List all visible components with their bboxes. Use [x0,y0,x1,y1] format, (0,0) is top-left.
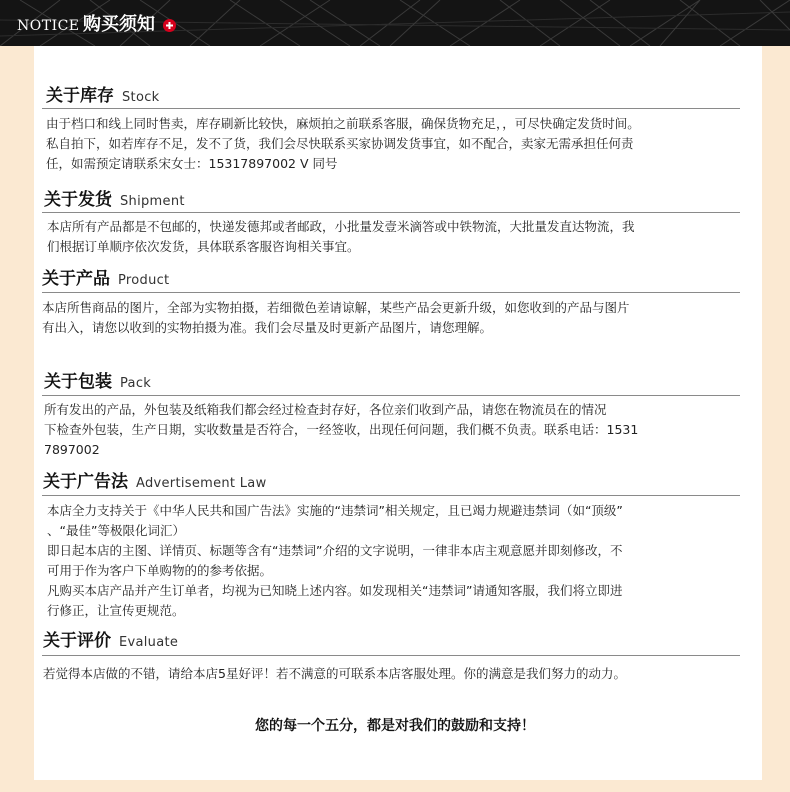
section-subtitle: Stock [122,90,160,105]
text-line: 若觉得本店做的不错，请给本店5星好评！若不满意的可联系本店客服处理。你的满意是我们努力的动力。 [43,666,626,681]
section-subtitle: Evaluate [119,635,179,650]
section-subtitle: Product [118,273,170,288]
text-line: 由于档口和线上同时售卖，库存刷新比较快，麻烦拍之前联系客服，确保货物充足，，可尽快确定发货时间。 [46,116,640,131]
text-line: 任，如需预定请联系宋女士：15317897002 V 同号 [46,156,338,171]
text-line: 即日起本店的主图、详情页、标题等含有“违禁词”介绍的文字说明，一律非本店主观意愿并即刻修改，不 [47,543,623,558]
text-line: 本店全力支持关于《中华人民共和国广告法》实施的“违禁词”相关规定，且已竭力规避违禁词（如“顶级” [47,503,623,518]
section-body-product [42,298,750,338]
divider [42,212,740,213]
text-line: 行修正，让宣传更规范。 [47,603,185,618]
page-title: 购买须知 [83,14,155,35]
text-line: 本店所有产品都是不包邮的，快递发德邦或者邮政，小批量发壹米滴答或中铁物流，大批量发直达物流，我 [47,219,635,234]
divider [42,495,740,496]
section-title-pack [44,371,151,393]
divider [42,292,740,293]
text-line: 可用于作为客户下单购物的的参考依据。 [47,563,273,578]
section-heading: 关于包装 [44,372,112,392]
divider [42,655,740,656]
section-heading: 关于发货 [44,190,112,210]
notice-label: NOTICE [17,18,80,34]
text-line: 所有发出的产品，外包装及纸箱我们都会经过检查封存好，各位亲们收到产品，请您在物流员在的情况 [44,402,607,417]
section-title-stock [46,85,159,107]
section-title-evaluate [43,630,178,652]
section-heading: 关于广告法 [43,472,128,492]
divider [42,395,740,396]
text-line: 们根据订单顺序依次发货，具体联系客服咨询相关事宜。 [47,239,360,254]
closing-message: 您的每一个五分，都是对我们的鼓励和支持！ [255,718,535,734]
section-heading: 关于评价 [43,631,111,651]
text-line: 凡购买本店产品并产生订单者，均视为已知晓上述内容。如发现相关“违禁词”请通知客服，我们将立即进 [47,583,623,598]
section-heading: 关于库存 [46,86,114,106]
text-line: 、“最佳”等极限化词汇） [47,523,185,538]
section-subtitle: Shipment [120,194,185,209]
section-body-evaluate [43,664,751,684]
section-title-shipment [44,189,185,211]
header-banner [0,0,790,46]
text-line: 本店所售商品的图片，全部为实物拍摄，若细微色差请谅解，某些产品会更新升级，如您收到的产品与图片 [42,300,630,315]
section-body-advertisement-law [47,501,755,621]
section-title-product [42,268,169,290]
plus-icon [163,19,176,32]
text-line: 私自拍下，如若库存不足，发不了货，我们会尽快联系买家协调发货事宜，如不配合，卖家无需承担任何责 [46,136,634,151]
section-body-stock [46,114,754,174]
text-line: 7897002 [44,442,100,457]
text-line: 下检查外包装，生产日期，实收数量是否符合，一经签收，出现任何问题，我们概不负责。联系电话：1531 [44,422,639,437]
section-body-shipment [47,217,755,257]
divider [42,108,740,109]
section-body-pack [44,400,752,460]
section-title-advertisement-law [43,471,267,493]
section-heading: 关于产品 [42,269,110,289]
text-line: 有出入，请您以收到的实物拍摄为准。我们会尽量及时更新产品图片，请您理解。 [42,320,493,335]
section-subtitle: Advertisement Law [136,476,267,491]
section-subtitle: Pack [120,376,152,391]
